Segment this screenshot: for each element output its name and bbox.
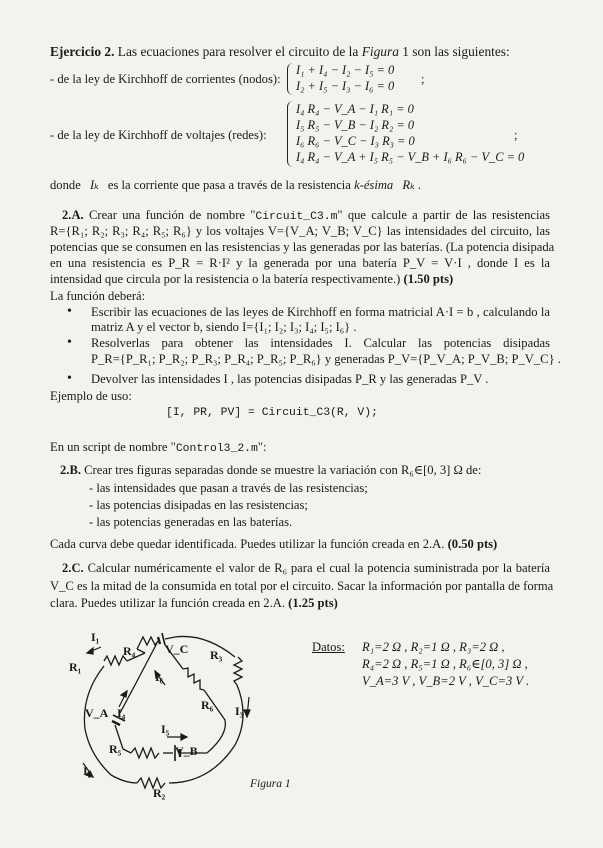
section-2c-line1: 2.C. Calcular numéricamente el valor de R₆ para el cual la potencia suministrada por la batería — [62, 561, 550, 575]
mesh-label: - de la ley de Kirchhoff de voltajes (redes): — [50, 128, 267, 142]
battery-va-short — [112, 721, 120, 725]
mesh-equation-1: I₄ R₄ − V_A − I₁ R₁ = 0 — [296, 102, 414, 116]
label-r2: R₂ — [153, 786, 166, 800]
example-code: [I, PR, PV] = Circuit_C3(R, V); — [166, 407, 378, 419]
datos-row-2: R₄=2 Ω , R₅=1 Ω , R₆∈[0, 3] Ω , — [362, 657, 528, 671]
label-i6: I₆ — [155, 670, 164, 684]
wire-left — [84, 666, 111, 775]
label-r1: R₁ — [69, 660, 82, 674]
section-2a-line2: R={R₁; R₂; R₃; R₄; R₅; R₆} y los voltajes V={V_A; V_B; V_C} las intensidades del circuito, las — [50, 224, 550, 238]
arrow-i3-head — [244, 710, 250, 717]
resistor-r6 — [183, 668, 204, 690]
label-i1: I₁ — [91, 630, 100, 644]
label-r4: R₄ — [123, 644, 136, 658]
node-equation-2: I₂ + I₅ − I₃ − I₆ = 0 — [296, 79, 395, 93]
mesh-equation-4: I₄ R₄ − V_A + I₅ R₅ − V_B + I₆ R₆ − V_C = 0 — [296, 150, 525, 164]
nodes-brace — [287, 63, 294, 95]
bullet-1: • — [67, 304, 72, 319]
datos-row-3: V_A=3 V , V_B=2 V , V_C=3 V . — [362, 674, 530, 688]
circuit-figure — [65, 625, 315, 805]
example-label: Ejemplo de uso: — [50, 389, 132, 403]
section-2a-line4: en una resistencia es P_R = R·I² y la generada por una batería P_V = V·I , donde I es la — [50, 256, 550, 270]
section-2b-item-2: - las potencias disipadas en las resistencias; — [89, 498, 308, 512]
section-2a-line1: 2.A. Crear una función de nombre "Circuit_C3.m" que calcule a partir de las resistencias — [62, 208, 550, 223]
bullet-2: • — [67, 335, 72, 350]
mesh-separator: ; — [514, 128, 518, 142]
script-line: En un script de nombre "Control3_2.m": — [50, 440, 267, 455]
label-r3: R₃ — [210, 648, 223, 662]
datos-row-1: R₁=2 Ω , R₂=1 Ω , R₃=2 Ω , — [362, 640, 505, 654]
section-2b-item-3: - las potencias generadas en las baterías. — [89, 515, 293, 529]
node-equation-1: I₁ + I₄ − I₂ − I₅ = 0 — [296, 63, 395, 77]
section-2b-item-1: - las intensidades que pasan a través de las resistencias; — [89, 481, 368, 495]
mesh-equation-2: I₅ R₅ − V_B − I₂ R₂ = 0 — [296, 118, 415, 132]
wire-vc — [165, 637, 175, 639]
bullet-3: • — [67, 371, 72, 386]
bullet-1-line1: Escribir las ecuaciones de las leyes de Kirchhoff en forma matricial A·I = b , calculando la — [91, 305, 550, 319]
label-vc: V_C — [165, 642, 189, 656]
label-i5: I₅ — [161, 722, 170, 736]
exercise-heading: Ejercicio 2. Las ecuaciones para resolver el circuito de la Figura 1 son las siguientes: — [50, 44, 510, 59]
label-r6: R₆ — [201, 698, 214, 712]
section-2a-line5: intensidad que circula por la resistencia o la batería respectivamente.) (1.50 pts) — [50, 272, 454, 286]
arrow-i4-head — [121, 691, 127, 697]
nodes-label: - de la ley de Kirchhoff de corrientes (nodos): — [50, 72, 281, 86]
section-2c-line3: clara. Puedes utilizar la función creada en 2.A. (1.25 pts) — [50, 596, 338, 610]
resistor-r3 — [234, 657, 242, 685]
label-i2: I₂ — [83, 764, 92, 778]
label-i3: I₃ — [235, 704, 244, 718]
bullet-2-line1: Resolverlas para obtener las intensidades I. Calcular las potencias disipadas — [91, 336, 550, 350]
label-vb: V_B — [175, 744, 198, 758]
arrow-i1-head — [87, 648, 93, 654]
wire-r4 — [137, 649, 145, 653]
mesh-equation-3: I₆ R₆ − V_C − I₃ R₃ = 0 — [296, 134, 415, 148]
label-i4: I₄ — [117, 706, 126, 720]
section-2b-note: Cada curva debe quedar identificada. Puedes utilizar la función creada en 2.A. (0.50 pts) — [50, 537, 498, 551]
wire-bottom-left — [111, 775, 137, 783]
nodes-separator: ; — [421, 72, 425, 86]
battery-vc-short — [158, 637, 160, 644]
label-r5: R₅ — [109, 742, 122, 756]
section-2b-line: 2.B. Crear tres figuras separadas donde se muestre la variación con R₆∈[0, 3] Ω de: — [60, 463, 482, 477]
figure-caption: Figura 1 — [250, 778, 291, 790]
arrow-i5-head — [181, 734, 187, 740]
mesh-brace — [287, 101, 294, 167]
donde-line: donde Iₖ es la corriente que pasa a través de la resistencia k-ésima Rₖ . — [50, 178, 421, 192]
bullet-2-line2: P_R={P_R₁; P_R₂; P_R₃; P_R₄; P_R₅; P_R₆} y generadas P_V={P_V_A; P_V_B; P_V_C} . — [91, 352, 561, 366]
datos-label: Datos: — [312, 640, 345, 654]
bullet-3-line: Devolver las intensidades I , las potencias disipadas P_R y las generadas P_V . — [91, 372, 489, 386]
section-2a-line3: potencias que se consumen en las resistencias y las generadas por las baterías. (La potencia disipada — [50, 240, 555, 254]
bullet-1-line2: matriz A y el vector b, siendo I={I₁; I₂; I₃; I₄; I₅; I₆} . — [91, 320, 357, 334]
label-va: V_A — [85, 706, 109, 720]
resistor-r5 — [131, 748, 159, 758]
function-intro: La función deberá: — [50, 289, 146, 303]
section-2c-line2: V_C es la mitad de la consumida en total por el circuito. Sacar la información por pantalla de forma — [50, 579, 554, 593]
